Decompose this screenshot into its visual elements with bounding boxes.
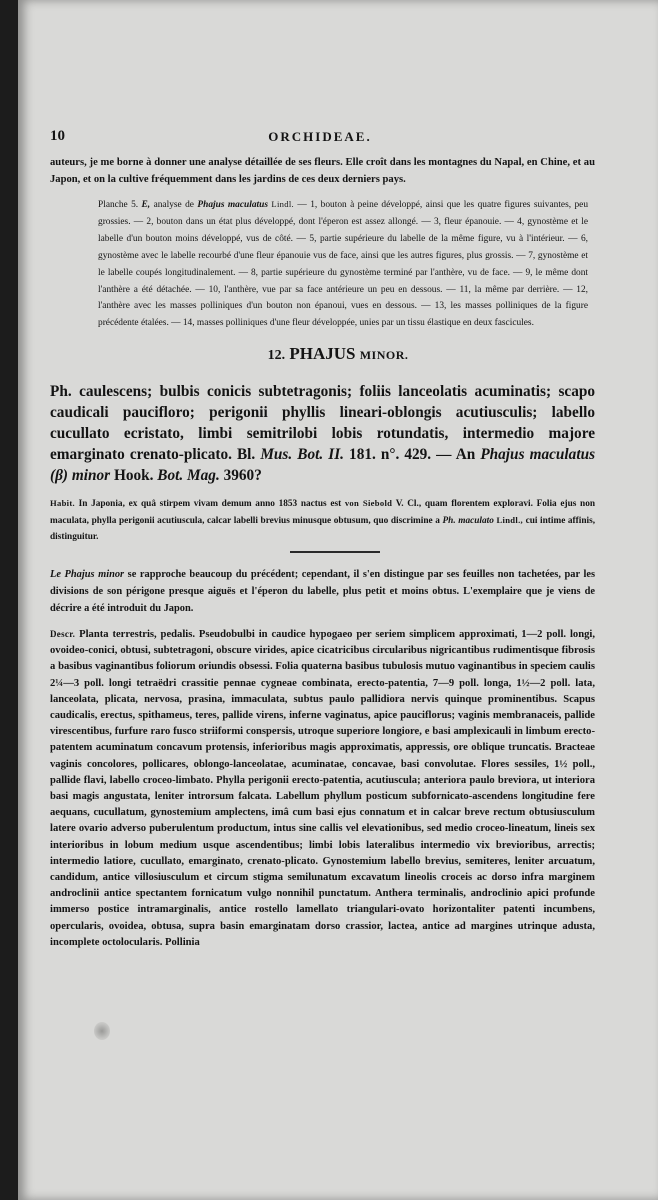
habit-author: Lindl.,: [496, 515, 523, 525]
diagnosis-ref-work2: Bot. Mag.: [157, 467, 220, 484]
plate-species: Phajus maculatus: [197, 200, 268, 210]
note-text: se rapproche beaucoup du précédent; cependant, il s'en distingue par ses feuilles non tachetées, par les divisions de son périgone presque aiguës et l'éperon du labelle, plus petit et moins obtus. L'exemplaire que je viens de décrire a été introduit du Japon.: [50, 569, 595, 614]
page-number: 10: [50, 128, 65, 144]
species-heading: [18, 344, 658, 364]
page-sheet: [18, 0, 658, 1200]
latin-diagnosis: [50, 381, 595, 486]
plate-text-b: — 1, bouton à peine développé, ainsi que les quatre figures suivantes, peu grossies. — 2, bouton dans un état plus développé, dont l'éperon est assez allongé. — 3, fleur épanouie. — 4, gynostème et le labelle d'un bouton moins développé, vus de côté. — 5, partie supérieure du labelle de la même figure, vu à l'intérieur. — 6, gynostème avec le labelle recourbé d'une fleur épanouie vus de face, ainsi que les autres figures, plus grossis. — 7, gynostème et le labelle coupés longitudinalement. — 8, partie supérieure du gynostème terminé par l'anthère, vu de face. — 9, le même dont l'anthère a été détachée. — 10, l'anthère, vue par sa face antérieure un peu en dessous. — 11, la même par derrière. — 12, l'anthère avec les masses polliniques d'un bouton non épanoui, vues en dessous. — 13, les masses polliniques de la figure précédente étalées. — 14, masses polliniques d'une fleur développée, unies par un tissu élastique en deux fascicules.: [98, 200, 589, 329]
note-species: Le Phajus minor: [50, 569, 125, 580]
description-lead: Descr.: [50, 629, 76, 639]
ink-smudge: [94, 1022, 110, 1040]
diagnosis-text: Ph. caulescens; bulbis conicis subtetragonis; foliis lanceolatis acuminatis; scapo caudicali paucifloro; perigonii phyllis lineari-oblongis acutiusculis; labello cucullato ecristato, limbi semitrilobi lobis rotundatis, intermedio majore emarginato crenato-plicato.: [50, 383, 595, 463]
plate-caption: [98, 196, 588, 332]
description-paragraph: [50, 626, 595, 951]
habit-text-c: cui intime affinis, distinguitur.: [50, 516, 596, 542]
habit-lead: Habit.: [50, 498, 75, 508]
page-header: [50, 128, 590, 148]
habitat-paragraph: [50, 495, 595, 545]
diagnosis-ref-author2: Hook.: [113, 467, 154, 484]
section-divider: [290, 551, 380, 553]
species-genus: PHAJUS: [289, 344, 356, 363]
running-head: ORCHIDEAE.: [268, 129, 372, 144]
habit-collector: von Siebold: [344, 498, 393, 508]
description-text: Planta terrestris, pedalis. Pseudobulbi in caudice hypogaeo per seriem simplicem approximati, 1—2 poll. longi, ovoideo-conici, obtusi, subtetragoni, obscure virides, apice cicatricibus circularibus nigricantibus rudimentisque fibrosis a basibus vaginantibus foliorum oriundis obsessi. Folia quaterna basibus tubulosis mutuo vaginantibus in speciem caulis 2¼—3 poll. longi tetraëdri crassitie pennae cygneae combinata, erecto-patentia, 7—9 poll. longa, 1½—2 poll. lata, lanceolata, plicata, nervosa, prasina, immaculata, subtus paulo pallidiora nervis quinque prominentibus. Scapus caudicalis, erectus, spithameus, teres, pallide virens, inferne vaginatus, apice pauciflorus; vaginis membranaceis, pallide virescentibus, furfure raro fusco striiformi conspersis, utroque superiore longiore, e basi amplexicauli in limbum erecto-patentem acuminatum concavum protensis, inferioribus magis approximatis, appressis, ore oblique truncatis. Bracteae vaginis concolores, pollicares, oblongo-lanceolatae, acuminatae, concavae, basi convolutae. Flores sessiles, 1½ poll., pallide flavi, labello croceo-limbato. Phylla perigonii erecto-patentia, acutiuscula; anteriora paulo breviora, ut interiora basi magis angustata, leniter introrsum falcata. Labellum phyllum posticum subfornicato-ascendens longitudine fere aequans, cucullatum, gynostemium amplectens, imâ cum basi ejus connatum et in calcar breve rectum obtusiusculum latere ovario adverso puberulentum productum, intus sine callis vel elevationibus, sed medio croceo-lineatum, lineis sex interioribus in lobum medium usque ascendentibus; limbi lobis lateralibus intermedio vix brevioribus, arrectis; intermedio latiore, cucullato, emarginato, crenato-plicato. Gynostemium labello brevius, semiteres, leniter arcuatum, candidum, antice villosiusculum et circum stigma semilunatum excavatum lineolis croceis ac dorso infra marginem androclinii antice spectantem fornicatum vulgo nonnihil punctatum. Anthera terminalis, androclinio apici profunde immerso postice intramarginalis, antice rostello lamellato triangulari-ovato horizontaliter patenti incumbens, opercularis, ovoidea, obtusa, supra basin emarginatam dorso crassior, lactea, antice ad margines utrinque adusta, incomplete octolocularis. Pollinia: [50, 629, 595, 948]
diagnosis-ref-work: Mus. Bot. II.: [260, 446, 344, 463]
plate-author: Lindl.: [271, 199, 294, 209]
plate-prefix: Planche 5.: [98, 200, 139, 210]
plate-text-a: analyse de: [153, 200, 194, 210]
diagnosis-ref-plate: 3960?: [223, 467, 262, 484]
plate-label: E,: [141, 200, 151, 210]
diagnosis-ref-pages: 181. n°. 429. — An: [349, 446, 476, 463]
species-epithet: MINOR.: [359, 348, 409, 362]
habit-text-a: In Japonia, ex quâ stirpem vivam demum anno 1853 nactus est: [78, 499, 342, 509]
intro-paragraph: auteurs, je me borne à donner une analyse détaillée de ses fleurs. Elle croît dans les montagnes du Napal, en Chine, et au Japon, et on la cultive fréquemment dans les jardins de ces deux derniers pays.: [50, 157, 595, 185]
habit-text-b: V. Cl., quam florentem exploravi. Folia ejus non maculata, phylla perigonii acutiuscula, calcar labelli brevius minusque obtusum, quo discrimine a: [50, 499, 596, 526]
diagnosis-ref-author: Bl.: [236, 446, 256, 463]
diagnosis-ref-species: Phajus maculatus (β) minor: [50, 446, 596, 484]
french-note: [50, 566, 595, 617]
habit-species: Ph. maculato: [442, 516, 494, 526]
species-number: 12.: [267, 348, 286, 363]
